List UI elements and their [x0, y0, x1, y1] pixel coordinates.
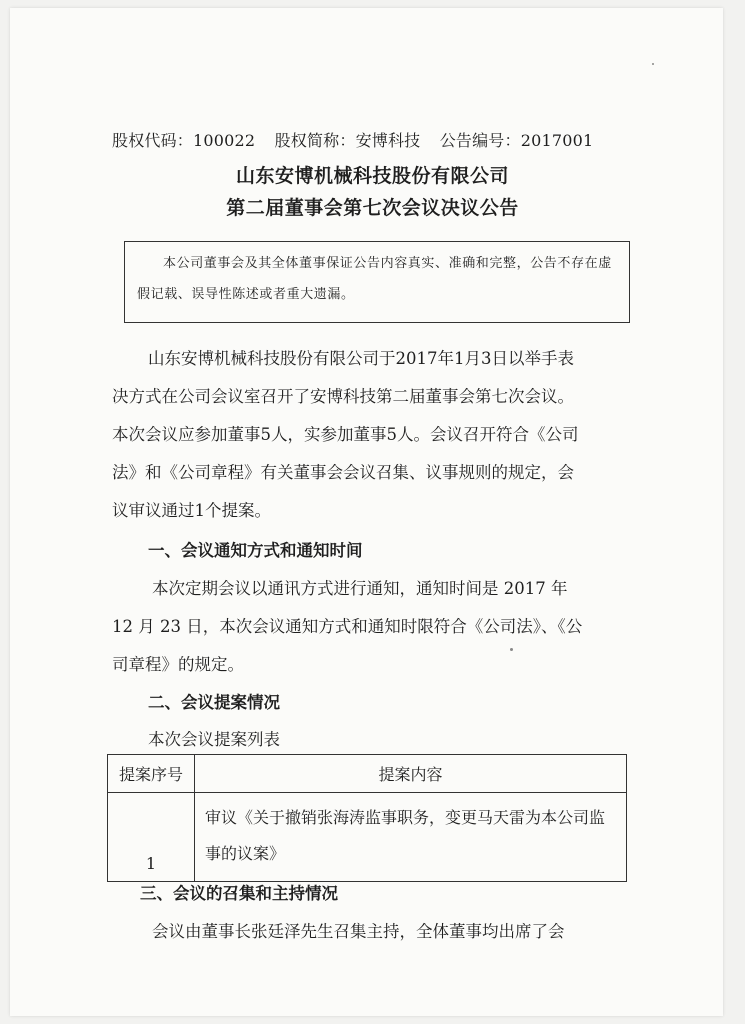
header-proposal-number: 提案序号 — [108, 755, 195, 793]
section-3-line-1: 会议由董事长张廷泽先生召集主持，全体董事均出席了会 — [152, 922, 565, 941]
table-row — [108, 793, 627, 882]
header-line — [112, 128, 607, 151]
proposal-table — [107, 754, 627, 882]
section-1-heading: 一、会议通知方式和通知时间 — [148, 541, 363, 560]
header-proposal-content: 提案内容 — [195, 755, 627, 793]
proposal-number: 1 — [108, 793, 195, 882]
notice-title: 第二届董事会第七次会议决议公告 — [226, 197, 519, 219]
proposal-content: 审议《关于撤销张海涛监事职务，变更马天雷为本公司监事的议案》 — [195, 793, 627, 882]
stock-code: 股权代码：100022 — [112, 131, 256, 150]
scan-speck — [652, 63, 654, 65]
table-header-row — [108, 755, 627, 793]
intro-line-3: 本次会议应参加董事5人，实参加董事5人。会议召开符合《公司 — [112, 425, 579, 444]
intro-line-1: 山东安博机械科技股份有限公司于2017年1月3日以举手表 — [148, 349, 574, 368]
section-1-line-2: 12 月 23 日，本次会议通知方式和通知时限符合《公司法》、《公 — [112, 617, 583, 636]
table-caption: 本次会议提案列表 — [148, 730, 280, 749]
intro-line-4: 法》和《公司章程》有关董事会会议召集、议事规则的规定，会 — [112, 463, 574, 482]
section-2-heading: 二、会议提案情况 — [148, 693, 280, 712]
section-3-heading: 三、会议的召集和主持情况 — [140, 884, 338, 903]
section-1-line-3: 司章程》的规定。 — [112, 655, 244, 674]
disclaimer-box — [124, 241, 630, 323]
section-1-line-1: 本次定期会议以通讯方式进行通知，通知时间是 2017 年 — [152, 579, 568, 598]
intro-line-2: 决方式在公司会议室召开了安博科技第二届董事会第七次会议。 — [112, 387, 574, 406]
stock-name: 股权简称：安博科技 — [274, 131, 421, 150]
disclaimer-text: 本公司董事会及其全体董事保证公告内容真实、准确和完整，公告不存在虚假记载、误导性陈述或者重大遗漏。 — [137, 256, 612, 302]
intro-line-5: 议审议通过1个提案。 — [112, 501, 271, 520]
company-title: 山东安博机械科技股份有限公司 — [235, 165, 509, 187]
scan-speck — [510, 648, 513, 651]
notice-number: 公告编号：2017001 — [439, 131, 594, 150]
